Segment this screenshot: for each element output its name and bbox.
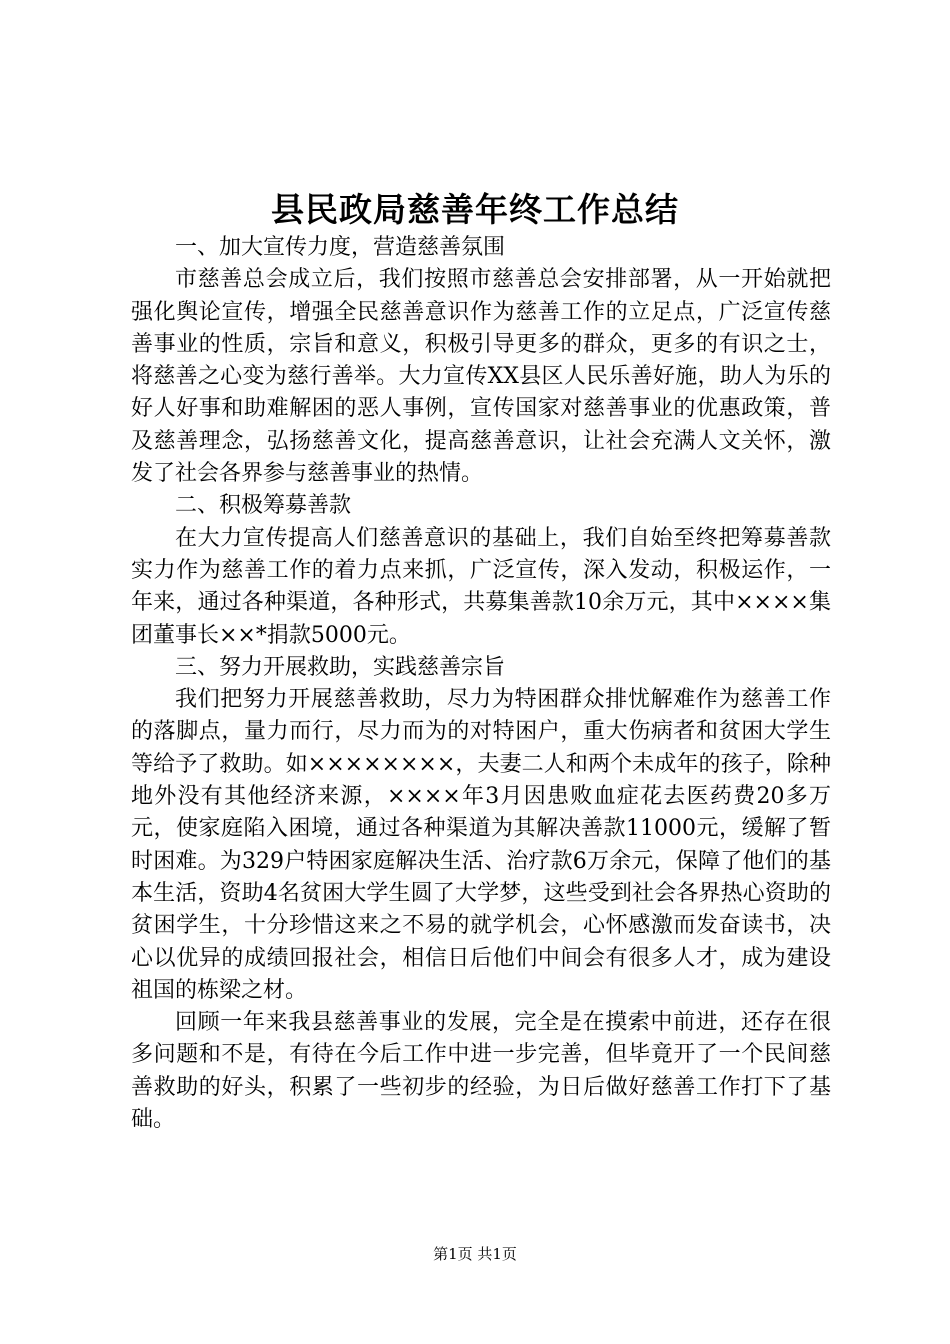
paragraph-3: 我们把努力开展慈善救助，尽力为特困群众排忧解难作为慈善工作的落脚点，量力而行，尽力而为的对特困户，重大伤病者和贫困大学生等给予了救助。如××××××××，夫妻二人和两个未成年的孩子，除种地外没有其他经济来源，××××年3月因患败血症花去医药费20多万元，使家庭陷入困境，通过各种渠道为其解决善款11000元，缓解了暂时困难。为329户特困家庭解决生活、治疗款6万余元，保障了他们的基本生活，资助4名贫困大学生圆了大学梦，这些受到社会各界热心资助的贫困学生，十分珍惜这来之不易的就学机会，心怀感激而发奋读书，决心以优异的成绩回报社会，相信日后他们中间会有很多人才，成为建设祖国的栋梁之材。 [131,687,831,1003]
paragraph-2: 在大力宣传提高人们慈善意识的基础上，我们自始至终把筹募善款实力作为慈善工作的着力点来抓，广泛宣传，深入发动，积极运作，一年来，通过各种渠道，各种形式，共募集善款10余万元，其中××××集团董事长××*捐款5000元。 [131,525,831,648]
document-body [131,232,831,1136]
paragraph-1: 市慈善总会成立后，我们按照市慈善总会安排部署，从一开始就把强化舆论宣传，增强全民慈善意识作为慈善工作的立足点，广泛宣传慈善事业的性质，宗旨和意义，积极引导更多的群众，更多的有识之士，将慈善之心变为慈行善举。大力宣传XX县区人民乐善好施，助人为乐的好人好事和助难解困的恶人事例，宣传国家对慈善事业的优惠政策，普及慈善理念，弘扬慈善文化，提高慈善意识，让社会充满人文关怀，激发了社会各界参与慈善事业的热情。 [131,267,831,487]
page-footer: 第1页 共1页 [433,1245,517,1263]
document-title: 县民政局慈善年终工作总结 [271,190,679,229]
section-heading-1: 一、加大宣传力度，营造慈善氛围 [175,235,506,260]
section-heading-2: 二、积极筹募善款 [175,493,352,519]
section-heading-3: 三、努力开展救助，实践慈善宗旨 [175,654,506,680]
paragraph-4: 回顾一年来我县慈善事业的发展，完全是在摸索中前进，还存在很多问题和不是，有待在今后工作中进一步完善，但毕竟开了一个民间慈善救助的好头，积累了一些初步的经验，为日后做好慈善工作打下了基础。 [131,1010,831,1133]
